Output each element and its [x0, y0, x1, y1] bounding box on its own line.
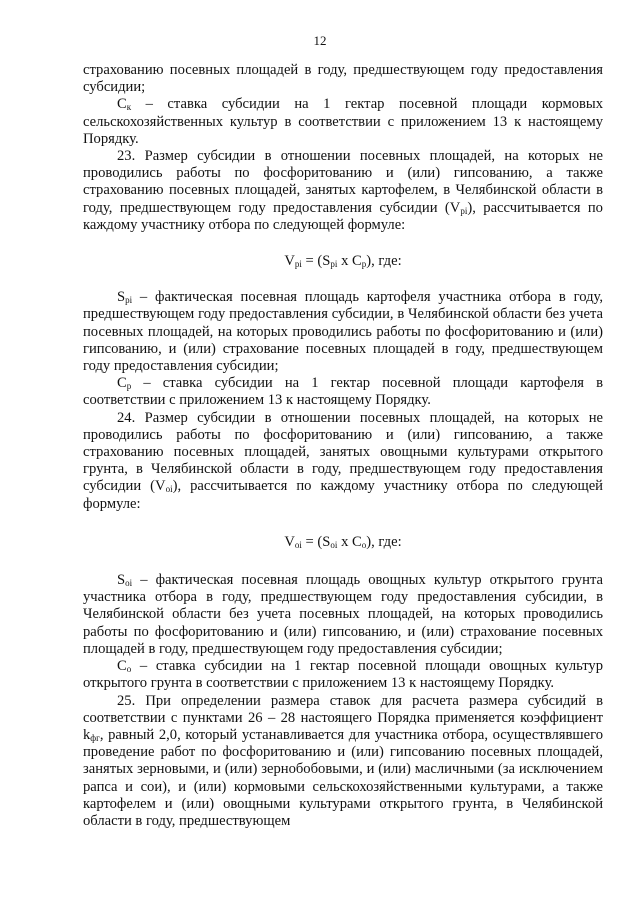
formula: $V_{pi} = (S_{pi}$ x $С_р$), где:: [284, 253, 402, 270]
paragraph: страхованию посевных площадей в году, предшествующем году предоставления субсидии;: [83, 62, 603, 96]
paragraph: $С_о$ – ставка субсидии на 1 гектар посевной площади овощных культур открытого грунта в соответствии с приложением 13 к настоящему Порядку.: [83, 658, 603, 692]
formula: $V_{oi} = (S_{oi}$ x $С_о$), где:: [284, 533, 402, 550]
document-body: [83, 62, 603, 830]
paragraph: $С_к$ – ставка субсидии на 1 гектар посевной площади кормовых сельскохозяйственных культур в соответствии с приложением 13 к настоящему Порядку.: [83, 96, 603, 147]
paragraph: $S_{pi}$ – фактическая посевная площадь картофеля участника отбора в году, предшествующем году предоставления субсидии, в Челябинской области без учета посевных площадей, на которых проводились работы по фосфоритованию и (или) гипсованию, и (или) страхование посевных площадей в году, предшествующем году предоставления субсидии;: [83, 289, 603, 375]
paragraph: $С_р$ – ставка субсидии на 1 гектар посевной площади картофеля в соответствии с приложением 13 к настоящему Порядку.: [83, 375, 603, 409]
paragraph: 25. При определении размера ставок для расчета размера субсидий в соответствии с пунктами 26 – 28 настоящего Порядка применяется коэффициент $k_{фг}$, равный 2,0, который устанавливается для участника отбора, осуществлявшего проведение работ по фосфоритованию и (или) гипсованию посевных площадей, занятых зерновыми, и (или) зернобобовыми, и (или) масличными (за исключением рапса и сои), и (или) кормовыми сельскохозяйственными культурами, а также картофелем и (или) овощными культурами открытого грунта, в Челябинской области в году, предшествующем: [83, 692, 603, 829]
paragraph: $S_{oi}$ – фактическая посевная площадь овощных культур открытого грунта участника отбора в году, предшествующем году предоставления субсидии, в Челябинской области без учета посевных площадей, на которых проводились работы по фосфоритованию и (или) гипсованию, и (или) страхование посевных площадей в году, предшествующем году предоставления субсидии;: [83, 572, 603, 657]
paragraph: 23. Размер субсидии в отношении посевных площадей, на которых не проводились работы по фосфоритованию и (или) гипсованию, а также страхованию посевных площадей, занятых картофелем, в Челябинской области в году, предшествующем году предоставления субсидии $(V_{pi})$, рассчитывается по каждому участнику отбора по следующей формуле:: [83, 148, 603, 233]
paragraph: 24. Размер субсидии в отношении посевных площадей, на которых не проводились работы по фосфоритованию и (или) гипсованию, а также страхованию посевных площадей, занятых овощными культурами открытого грунта, в Челябинской области в году, предшествующем году предоставления субсидии $(V_{oi})$, рассчитывается по каждому участнику отбора по следующей формуле:: [83, 409, 603, 512]
page-number: 12: [313, 33, 327, 48]
